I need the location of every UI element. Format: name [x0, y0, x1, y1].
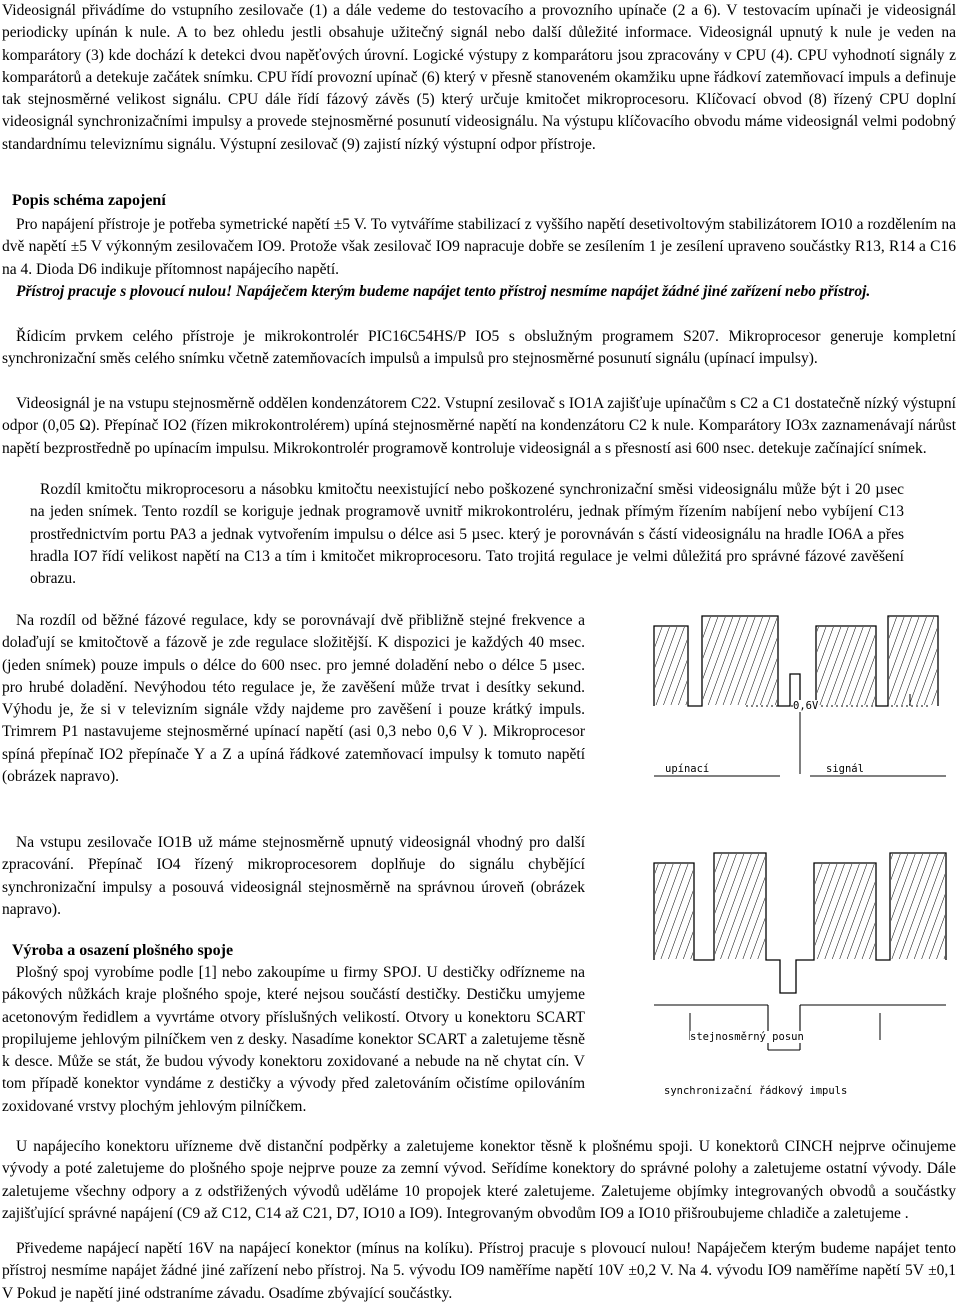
- paragraph-microcontroller: Řídicím prvkem celého přístroje je mikrokontrolér PIC16C54HS/P IO5 s obslužným programem S207. Mikroprocesor generuje kompletní synchronizační směs celého snímku včetně zatemňovacích impulsů a impulsů pro stejnosměrné posunutí signálu (upínací impulsy).: [2, 328, 956, 368]
- paragraph-connectors: U napájecího konektoru uřízneme dvě distanční podpěrky a zaletujeme konektor těsně k plošnému spoji. U konektorů CINCH nejprve očinujeme vývody a poté zaletujeme do plošného spoje nejprve pouze za zemní vývod. Seřídíme konektory do správné polohy a zaletujeme ostatní vývody. Dále zaletujeme všechny odpory a z odstřižených vývodů uděláme 10 propojek které zaletujeme. Zaletujeme objímky integrovaných obvodů a součástky zajišťující správné napájení (C9 až C12, C14 až C21, D7, IO10 a IO9). Integrovaným obvodům IO9 a IO10 přišroubujeme chladiče a zaletujeme .: [2, 1138, 956, 1222]
- paragraph-pcb: Plošný spoj vyrobíme podle [1] nebo zakoupíme u firmy SPOJ. U destičky odřízneme na pákových nůžkách kraje plošného spoje, které nejsou součástí destičky. Destičku umyjeme acetonovým ředidlem a vyvrtáme otvory příslušných velikostí. Otvory u konektoru SCART propilujeme jehlovým pilníčkem ven z desky. Nasadíme konektor SCART a zaletujeme těsně k desce. Může se stát, že budou vývody konektoru zoxidované a nebude na ně chytat cín. V tom případě konektor vyndáme z destičky a vývody před zaletováním očistíme opilováním zoxidované vrstvy plochým jehlovým pilníčkem.: [2, 964, 585, 1115]
- heading-pcb: Výroba a osazení plošného spoje: [12, 942, 234, 959]
- paragraph-io1b: Na vstupu zesilovače IO1B už máme stejnosměrně upnutý videosignál vhodný pro další zpracování. Přepínač IO4 řízený mikroprocesorem doplňuje do signálu chybějící synchronizační impulsy a posouvá videosignál stejnosměrně na správnou úroveň (obrázek napravo).: [2, 834, 585, 918]
- heading-scheme: Popis schéma zapojení: [12, 192, 166, 209]
- voltage-label: 0,6V: [793, 700, 819, 712]
- dc-shift-label: stejnosměrný posun: [690, 1031, 804, 1043]
- sync-pulse-label: synchronizační řádkový impuls: [664, 1085, 848, 1097]
- paragraph-intro: Videosignál přivádíme do vstupního zesilovače (1) a dále vedeme do testovacího a provozního upínače (2 a 6). V testovacím upínači je videosignál periodicky upínán k nule. A to bez ohledu jestli obsahuje užitečný signál nebo další důležité informace. Videosignál upnutý k nule je veden na komparátory (3) kde dochází k detekci dvou napěťových úrovní. Logické výstupy z komparátoru jsou zpracovány v CPU (4). CPU vyhodnotí signály z komparátorů a detekuje začátek snímku. CPU řídí provozní upínač (6) který v přesně stanoveném okamžiku upne řádkoví zatemňovací impuls a definuje tak stejnosměrné velikost signálu. CPU dále řídí fázový závěs (5) který určuje kmitočet mikroprocesoru. Klíčovací obvod (8) řízený CPU doplní videosignál synchronizačními impulsy a provede stejnosměrné posunutí videosignálu. Na výstupu klíčovacího obvodu máme videosignál velmi podobný standardnímu televiznímu signálu. Výstupní zesilovač (9) zajistí nízký výstupní odpor přístroje.: [2, 2, 956, 153]
- clamp-label: upínací: [665, 763, 710, 775]
- paragraph-phase-regulation: Na rozdíl od běžné fázové regulace, kdy se porovnávají dvě přibližně stejné frekvence a dolaďují se kmitočtově a fázově je zde regulace složitější. K dispozici je každých 40 msec. (jeden snímek) pouze impuls o délce do 600 nsec. pro jemné doladění nebo o délce 5 µsec. pro hrubé doladění. Nevýhodou této regulace je, že zavěšení může trvat i desítky sekund. Výhodu je, že si v televizním signále vždy najdeme pro zavěšení i pouze krátký impuls. Trimrem P1 nastavujeme stejnosměrné upínací napětí (asi 0,3 nebo 0,6 V ). Mikroprocesor spíná přepínač IO2 přepínače Y a Z a upíná řádkové zatemňovací impulsy k tomuto napětí (obrázek napravo).: [2, 612, 585, 786]
- sync-insertion-figure: [650, 845, 950, 1105]
- paragraph-frequency-difference: Rozdíl kmitočtu mikroprocesoru a násobku kmitočtu neexistující nebo poškozené synchronizační směsi videosignálu může být i 20 µsec na jeden snímek. Tento rozdíl se koriguje jednak programově uvnitř mikrokontroléru, jednak přímým řízením nabíjení nebo vybíjení C13 prostřednictvím portu PA3 a jednak vytvořením impulsu o délce asi 5 µsec. který je porovnáván s částí videosignálu na hradle IO6A a přes hradla IO7 řídí velikost napětí na C13 a tím i kmitočet mikroprocesoru. Tato trojitá regulace je velmi důležitá pro správné fázové zavěšení obrazu.: [30, 481, 904, 588]
- paragraph-warning: Přístroj pracuje s plovoucí nulou! Napáječem kterým budeme napájet tento přístroj nesmíme napájet žádné jiné zařízení nebo přístroj.: [16, 283, 871, 300]
- signal-label: signál: [826, 763, 864, 775]
- paragraph-input: Videosignál je na vstupu stejnosměrně oddělen kondenzátorem C22. Vstupní zesilovač s IO1A zajišťuje upínačům s C2 a C1 dostatečně nízký výstupní odpor (0,05 Ω). Přepínač IO2 (řízen mikrokontrolérem) upíná stejnosměrné napětí na kondenzátoru C2 k nule. Komparátory IO3x zaznamenávají nárůst napětí bezprostředně po upínacím impulsu. Mikrokontrolér programově kontroluje videosignál a s přesností asi 600 nsec. detekuje začínající snímek.: [2, 395, 956, 457]
- paragraph-supply: Přivedeme napájecí napětí 16V na napájecí konektor (mínus na kolíku). Přístroj pracuje s plovoucí nulou! Napáječem kterým budeme napájet tento přístroj nesmíme napájet žádné jiné zařízení nebo přístroj. Na 5. vývodu IO9 naměříme napětí 10V ±0,2 V. Na 4. vývodu IO9 naměříme napětí 5V ±0,1 V Pokud je napětí jiné odstraníme závadu. Osadíme zbývající součástky.: [2, 1240, 956, 1302]
- paragraph-power: Pro napájení přístroje je potřeba symetrické napětí ±5 V. To vytváříme stabilizací z vyššího napětí desetivoltovým stabilizátorem IO10 a rozdělením na dvě napětí ±5 V výkonným zesilovačem IO9. Protože však zesilovač IO9 napracuje dobře se zesílením 1 je zesílení upraveno součástky R13, R14 a C16 na 4. Dioda D6 indikuje přítomnost napájecího napětí.: [2, 216, 956, 278]
- clamp-waveform-figure: [650, 598, 950, 778]
